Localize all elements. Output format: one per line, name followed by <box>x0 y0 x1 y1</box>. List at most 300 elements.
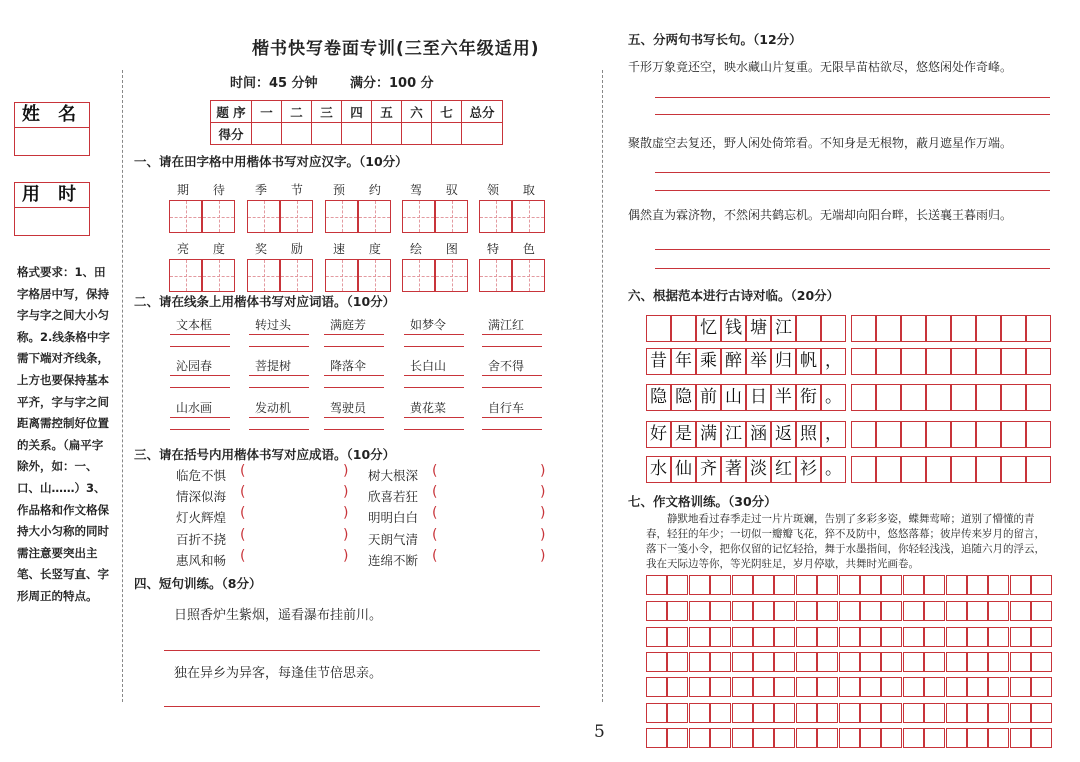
essay-cell[interactable] <box>903 652 924 672</box>
tianzige-cell[interactable] <box>512 200 545 233</box>
essay-cell[interactable] <box>924 677 945 697</box>
essay-cell[interactable] <box>881 627 902 647</box>
essay-cell[interactable] <box>817 652 838 672</box>
essay-cell[interactable] <box>967 728 988 748</box>
essay-cell[interactable] <box>988 627 1009 647</box>
writing-line[interactable] <box>655 268 1050 269</box>
essay-cell[interactable] <box>988 652 1009 672</box>
essay-cell[interactable] <box>946 627 967 647</box>
poem-copy-cell[interactable] <box>851 384 876 411</box>
time-used-label: 用 时 <box>15 183 89 208</box>
writing-line[interactable] <box>324 375 384 376</box>
essay-cell[interactable] <box>1031 728 1052 748</box>
essay-cell[interactable] <box>753 652 774 672</box>
poem-copy-cell[interactable] <box>926 421 951 448</box>
pinyin-word: 季 节 <box>255 183 313 197</box>
essay-cell[interactable] <box>689 627 710 647</box>
writing-line[interactable] <box>324 429 384 430</box>
word-sample: 文本框 <box>176 318 213 332</box>
poem-model-cell: 照 <box>796 421 821 448</box>
essay-cell[interactable] <box>774 601 795 621</box>
essay-cell[interactable] <box>646 601 667 621</box>
essay-cell[interactable] <box>860 677 881 697</box>
essay-cell[interactable] <box>732 728 753 748</box>
essay-cell[interactable] <box>774 627 795 647</box>
essay-cell[interactable] <box>967 652 988 672</box>
tianzige-cell[interactable] <box>169 259 202 292</box>
tianzige-cell[interactable] <box>325 259 358 292</box>
tianzige-cell[interactable] <box>202 200 235 233</box>
poem-model-cell: 年 <box>671 348 696 375</box>
essay-cell[interactable] <box>988 575 1009 595</box>
essay-cell[interactable] <box>796 703 817 723</box>
poem-copy-cell[interactable] <box>976 384 1001 411</box>
essay-cell[interactable] <box>667 627 688 647</box>
essay-cell[interactable] <box>967 677 988 697</box>
tianzige-cell[interactable] <box>402 259 435 292</box>
full-score: 满分：100 分 <box>350 76 434 91</box>
poem-copy-cell[interactable] <box>926 384 951 411</box>
idiom-input[interactable] <box>248 549 341 567</box>
pinyin-word: 驾 驭 <box>410 183 468 197</box>
essay-cell[interactable] <box>1010 728 1031 748</box>
score-header-cell: 四 <box>342 101 372 123</box>
writing-line[interactable] <box>249 429 309 430</box>
writing-line[interactable] <box>324 334 384 335</box>
essay-cell[interactable] <box>646 652 667 672</box>
score-input-cell[interactable] <box>462 123 503 145</box>
essay-cell[interactable] <box>967 627 988 647</box>
poem-copy-cell[interactable] <box>876 456 901 483</box>
idiom-sample: 树大根深 <box>368 468 419 483</box>
score-input-cell[interactable] <box>342 123 372 145</box>
poem-copy-cell[interactable] <box>901 456 926 483</box>
essay-cell[interactable] <box>732 601 753 621</box>
essay-cell[interactable] <box>860 652 881 672</box>
writing-line[interactable] <box>655 190 1050 191</box>
essay-cell[interactable] <box>881 677 902 697</box>
poem-copy-cell[interactable] <box>926 315 951 342</box>
essay-cell[interactable] <box>839 575 860 595</box>
poem-copy-cell[interactable] <box>1026 456 1051 483</box>
essay-cell[interactable] <box>689 703 710 723</box>
essay-cell[interactable] <box>667 652 688 672</box>
poem-model-cell: 红 <box>771 456 796 483</box>
essay-cell[interactable] <box>689 601 710 621</box>
essay-cell[interactable] <box>774 677 795 697</box>
essay-cell[interactable] <box>689 728 710 748</box>
writing-line[interactable] <box>249 387 309 388</box>
essay-cell[interactable] <box>1010 627 1031 647</box>
essay-cell[interactable] <box>903 728 924 748</box>
essay-cell[interactable] <box>710 575 731 595</box>
writing-line[interactable] <box>482 346 542 347</box>
poem-model-cell: 衫 <box>796 456 821 483</box>
score-header-cell: 一 <box>252 101 282 123</box>
pinyin-word: 奖 励 <box>255 242 313 256</box>
essay-cell[interactable] <box>839 652 860 672</box>
tianzige-cell[interactable] <box>247 259 280 292</box>
writing-line[interactable] <box>404 417 464 418</box>
poem-model-cell: 隐 <box>646 384 671 411</box>
essay-cell[interactable] <box>817 601 838 621</box>
poem-copy-cell[interactable] <box>976 421 1001 448</box>
essay-cell[interactable] <box>796 728 817 748</box>
essay-cell[interactable] <box>839 601 860 621</box>
writing-line[interactable] <box>655 249 1050 250</box>
writing-line[interactable] <box>170 346 230 347</box>
tianzige-cell[interactable] <box>435 259 468 292</box>
essay-cell[interactable] <box>903 575 924 595</box>
essay-cell[interactable] <box>881 703 902 723</box>
tianzige-cell[interactable] <box>479 259 512 292</box>
essay-cell[interactable] <box>817 728 838 748</box>
essay-cell[interactable] <box>839 627 860 647</box>
essay-cell[interactable] <box>710 652 731 672</box>
open-paren: ( <box>432 548 438 564</box>
writing-line[interactable] <box>170 417 230 418</box>
writing-line[interactable] <box>404 375 464 376</box>
essay-cell[interactable] <box>732 703 753 723</box>
essay-cell[interactable] <box>988 703 1009 723</box>
name-label: 姓 名 <box>15 103 89 128</box>
section4-title: 四、短句训练。（8分） <box>134 576 262 591</box>
essay-cell[interactable] <box>946 601 967 621</box>
poem-copy-cell[interactable] <box>901 384 926 411</box>
writing-line[interactable] <box>404 429 464 430</box>
idiom-input[interactable] <box>248 528 341 546</box>
tianzige-cell[interactable] <box>402 200 435 233</box>
tianzige-cell[interactable] <box>169 200 202 233</box>
essay-cell[interactable] <box>689 575 710 595</box>
essay-cell[interactable] <box>817 575 838 595</box>
essay-cell[interactable] <box>710 728 731 748</box>
essay-cell[interactable] <box>1031 703 1052 723</box>
writing-line[interactable] <box>404 387 464 388</box>
tianzige-cell[interactable] <box>512 259 545 292</box>
poem-copy-cell[interactable] <box>951 384 976 411</box>
essay-cell[interactable] <box>710 601 731 621</box>
writing-line[interactable] <box>170 334 230 335</box>
poem-copy-cell[interactable] <box>851 315 876 342</box>
poem-copy-cell[interactable] <box>876 384 901 411</box>
essay-cell[interactable] <box>796 677 817 697</box>
poem-copy-cell[interactable] <box>851 348 876 375</box>
writing-line[interactable] <box>655 97 1050 98</box>
poem-copy-cell[interactable] <box>926 348 951 375</box>
poem-copy-cell[interactable] <box>1026 348 1051 375</box>
score-input-cell[interactable] <box>372 123 402 145</box>
writing-line[interactable] <box>170 429 230 430</box>
essay-cell[interactable] <box>839 677 860 697</box>
essay-cell[interactable] <box>817 627 838 647</box>
essay-cell[interactable] <box>796 575 817 595</box>
essay-cell[interactable] <box>646 703 667 723</box>
essay-cell[interactable] <box>753 627 774 647</box>
essay-cell[interactable] <box>881 601 902 621</box>
essay-cell[interactable] <box>1031 627 1052 647</box>
tianzige-cell[interactable] <box>280 259 313 292</box>
essay-cell[interactable] <box>946 575 967 595</box>
writing-line[interactable] <box>249 375 309 376</box>
essay-cell[interactable] <box>753 677 774 697</box>
tianzige-cell[interactable] <box>358 200 391 233</box>
essay-cell[interactable] <box>860 575 881 595</box>
essay-cell[interactable] <box>817 703 838 723</box>
essay-cell[interactable] <box>646 677 667 697</box>
essay-cell[interactable] <box>796 652 817 672</box>
essay-cell[interactable] <box>1031 677 1052 697</box>
time-limit: 时间：45 分钟 <box>230 76 318 91</box>
essay-cell[interactable] <box>1010 652 1031 672</box>
poem-model-cell: 。 <box>821 384 846 411</box>
score-input-cell[interactable] <box>312 123 342 145</box>
writing-line[interactable] <box>164 706 540 707</box>
essay-cell[interactable] <box>1031 601 1052 621</box>
score-input-cell[interactable] <box>282 123 312 145</box>
essay-cell[interactable] <box>732 677 753 697</box>
close-paren: ) <box>540 505 546 521</box>
essay-cell[interactable] <box>796 601 817 621</box>
essay-cell[interactable] <box>860 627 881 647</box>
writing-line[interactable] <box>482 429 542 430</box>
tianzige-cell[interactable] <box>247 200 280 233</box>
poem-copy-cell[interactable] <box>851 421 876 448</box>
essay-cell[interactable] <box>774 652 795 672</box>
tianzige-cell[interactable] <box>325 200 358 233</box>
writing-line[interactable] <box>482 387 542 388</box>
tianzige-cell[interactable] <box>479 200 512 233</box>
tianzige-cell[interactable] <box>202 259 235 292</box>
essay-cell[interactable] <box>881 728 902 748</box>
poem-copy-cell[interactable] <box>976 315 1001 342</box>
essay-cell[interactable] <box>988 728 1009 748</box>
writing-line[interactable] <box>170 387 230 388</box>
essay-cell[interactable] <box>903 703 924 723</box>
essay-cell[interactable] <box>732 652 753 672</box>
essay-cell[interactable] <box>817 677 838 697</box>
essay-cell[interactable] <box>1010 575 1031 595</box>
poem-copy-cell[interactable] <box>976 456 1001 483</box>
essay-cell[interactable] <box>753 601 774 621</box>
word-sample: 沁园春 <box>176 359 213 373</box>
open-paren: ( <box>240 463 246 479</box>
close-paren: ) <box>540 548 546 564</box>
idiom-sample: 连绵不断 <box>368 553 419 568</box>
essay-cell[interactable] <box>924 652 945 672</box>
essay-cell[interactable] <box>710 677 731 697</box>
essay-cell[interactable] <box>646 627 667 647</box>
poem-model-cell <box>821 315 846 342</box>
idiom-input[interactable] <box>440 506 538 524</box>
writing-line[interactable] <box>482 334 542 335</box>
idiom-input[interactable] <box>440 528 538 546</box>
short-sentence-2: 独在异乡为异客，每逢佳节倍思亲。 <box>174 666 383 681</box>
short-sentence-1: 日照香炉生紫烟，遥看瀑布挂前川。 <box>174 608 383 623</box>
writing-line[interactable] <box>482 417 542 418</box>
essay-cell[interactable] <box>924 728 945 748</box>
writing-line[interactable] <box>655 114 1050 115</box>
essay-cell[interactable] <box>774 703 795 723</box>
poem-copy-cell[interactable] <box>901 421 926 448</box>
writing-line[interactable] <box>164 650 540 651</box>
essay-cell[interactable] <box>774 575 795 595</box>
tianzige-cell[interactable] <box>435 200 468 233</box>
essay-cell[interactable] <box>689 652 710 672</box>
idiom-input[interactable] <box>248 485 341 503</box>
long-sentence-1: 千形万象竟还空，映水藏山片复重。无限旱苗枯欲尽，悠悠闲处作奇峰。 <box>628 60 1013 74</box>
essay-cell[interactable] <box>924 575 945 595</box>
essay-cell[interactable] <box>946 677 967 697</box>
essay-cell[interactable] <box>1031 575 1052 595</box>
essay-cell[interactable] <box>667 575 688 595</box>
essay-cell[interactable] <box>646 728 667 748</box>
essay-cell[interactable] <box>988 601 1009 621</box>
poem-model-cell: 归 <box>771 348 796 375</box>
poem-copy-cell[interactable] <box>1001 421 1026 448</box>
section5-title: 五、分两句书写长句。（12分） <box>628 32 802 47</box>
long-sentence-3: 偶然直为霖济物，不然闲共鹤忘机。无端却向阳台畔，长送襄王暮雨归。 <box>628 208 1013 222</box>
score-header-cell: 二 <box>282 101 312 123</box>
essay-cell[interactable] <box>967 575 988 595</box>
poem-copy-cell[interactable] <box>1001 384 1026 411</box>
essay-cell[interactable] <box>946 703 967 723</box>
idiom-input[interactable] <box>248 506 341 524</box>
essay-cell[interactable] <box>753 703 774 723</box>
essay-cell[interactable] <box>946 728 967 748</box>
essay-cell[interactable] <box>689 677 710 697</box>
poem-copy-cell[interactable] <box>976 348 1001 375</box>
essay-cell[interactable] <box>924 703 945 723</box>
essay-cell[interactable] <box>796 627 817 647</box>
essay-cell[interactable] <box>903 677 924 697</box>
essay-cell[interactable] <box>1010 601 1031 621</box>
essay-cell[interactable] <box>881 652 902 672</box>
poem-model-cell: 水 <box>646 456 671 483</box>
writing-line[interactable] <box>249 346 309 347</box>
idiom-input[interactable] <box>248 464 341 482</box>
essay-cell[interactable] <box>946 652 967 672</box>
essay-cell[interactable] <box>860 703 881 723</box>
essay-cell[interactable] <box>903 601 924 621</box>
poem-copy-cell[interactable] <box>1001 456 1026 483</box>
poem-model-cell: 前 <box>696 384 721 411</box>
essay-cell[interactable] <box>1010 677 1031 697</box>
pinyin-word: 绘 图 <box>410 242 468 256</box>
poem-copy-cell[interactable] <box>951 421 976 448</box>
poem-copy-cell[interactable] <box>951 348 976 375</box>
idiom-sample: 欣喜若狂 <box>368 489 419 504</box>
tianzige-cell[interactable] <box>358 259 391 292</box>
writing-line[interactable] <box>249 334 309 335</box>
idiom-input[interactable] <box>440 464 538 482</box>
format-requirements: 格式要求：1、田字格居中写，保持字与字之间大小匀称。2.线条格中字需下端对齐线条，上方也要保持基本平齐，字与字之间距离需控制好位置的关系。（扁平字除外，如：一、口、山……）3、作品格和作文格保持大小匀称的同时需注意要突出主笔、长竖写直、字形周正的特点。 <box>17 265 110 603</box>
essay-cell[interactable] <box>710 703 731 723</box>
poem-copy-cell[interactable] <box>1001 348 1026 375</box>
essay-cell[interactable] <box>924 627 945 647</box>
idiom-input[interactable] <box>440 485 538 503</box>
essay-cell[interactable] <box>732 627 753 647</box>
poem-copy-cell[interactable] <box>901 315 926 342</box>
close-paren: ) <box>343 505 349 521</box>
writing-line[interactable] <box>324 417 384 418</box>
writing-line[interactable] <box>324 346 384 347</box>
essay-cell[interactable] <box>710 627 731 647</box>
essay-cell[interactable] <box>646 575 667 595</box>
open-paren: ( <box>432 505 438 521</box>
poem-copy-cell[interactable] <box>876 348 901 375</box>
essay-cell[interactable] <box>903 627 924 647</box>
page-number: 5 <box>594 722 605 742</box>
essay-cell[interactable] <box>967 703 988 723</box>
section6-title: 六、根据范本进行古诗对临。（20分） <box>628 288 840 303</box>
score-input-cell[interactable] <box>252 123 282 145</box>
poem-model-cell: 隐 <box>671 384 696 411</box>
essay-cell[interactable] <box>860 728 881 748</box>
poem-model-cell: 江 <box>771 315 796 342</box>
score-header-cell: 三 <box>312 101 342 123</box>
poem-copy-cell[interactable] <box>876 315 901 342</box>
score-input-cell[interactable] <box>402 123 432 145</box>
poem-copy-cell[interactable] <box>951 456 976 483</box>
essay-cell[interactable] <box>1010 703 1031 723</box>
essay-cell[interactable] <box>667 601 688 621</box>
essay-cell[interactable] <box>667 703 688 723</box>
writing-line[interactable] <box>249 417 309 418</box>
writing-line[interactable] <box>324 387 384 388</box>
essay-cell[interactable] <box>860 601 881 621</box>
idiom-sample: 百折不挠 <box>176 532 227 547</box>
poem-copy-cell[interactable] <box>951 315 976 342</box>
poem-copy-cell[interactable] <box>851 456 876 483</box>
tianzige-cell[interactable] <box>280 200 313 233</box>
score-input-cell[interactable] <box>432 123 462 145</box>
poem-model-cell: 昔 <box>646 348 671 375</box>
essay-cell[interactable] <box>732 575 753 595</box>
poem-copy-cell[interactable] <box>1026 421 1051 448</box>
close-paren: ) <box>540 527 546 543</box>
open-paren: ( <box>240 505 246 521</box>
essay-cell[interactable] <box>967 601 988 621</box>
writing-line[interactable] <box>404 334 464 335</box>
poem-copy-cell[interactable] <box>876 421 901 448</box>
writing-line[interactable] <box>482 375 542 376</box>
essay-cell[interactable] <box>1031 652 1052 672</box>
poem-copy-cell[interactable] <box>926 456 951 483</box>
essay-cell[interactable] <box>988 677 1009 697</box>
writing-line[interactable] <box>170 375 230 376</box>
essay-cell[interactable] <box>774 728 795 748</box>
idiom-input[interactable] <box>440 549 538 567</box>
essay-cell[interactable] <box>924 601 945 621</box>
essay-cell[interactable] <box>753 728 774 748</box>
essay-cell[interactable] <box>839 728 860 748</box>
essay-cell[interactable] <box>881 575 902 595</box>
essay-cell[interactable] <box>667 728 688 748</box>
poem-copy-cell[interactable] <box>901 348 926 375</box>
poem-copy-cell[interactable] <box>1026 315 1051 342</box>
poem-copy-cell[interactable] <box>1026 384 1051 411</box>
pinyin-word: 领 取 <box>487 183 545 197</box>
essay-cell[interactable] <box>753 575 774 595</box>
writing-line[interactable] <box>404 346 464 347</box>
poem-model-cell: 衔 <box>796 384 821 411</box>
essay-cell[interactable] <box>839 703 860 723</box>
essay-cell[interactable] <box>667 677 688 697</box>
word-sample: 菩提树 <box>255 359 292 373</box>
poem-copy-cell[interactable] <box>1001 315 1026 342</box>
writing-line[interactable] <box>655 172 1050 173</box>
